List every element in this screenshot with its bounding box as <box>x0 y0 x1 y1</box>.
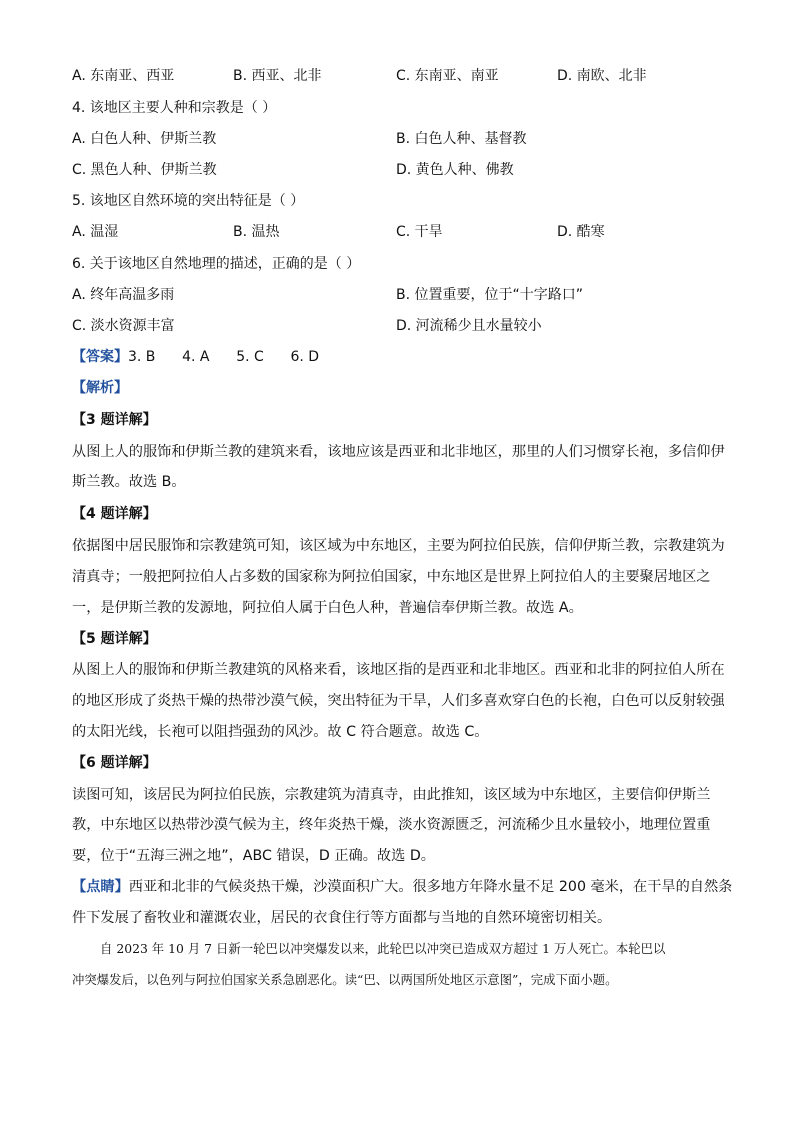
q4-option-a: A. 白色人种、伊斯兰教 <box>72 131 217 147</box>
note-text: 西亚和北非的气候炎热干燥，沙漠面积广大。很多地方年降水量不足 200 毫米，在干旱的自然条 <box>128 879 733 895</box>
q3-option-b: B. 西亚、北非 <box>233 68 322 84</box>
q3-option-c: C. 东南亚、南亚 <box>396 68 499 84</box>
detail3-heading: 【3 题详解】 <box>72 412 157 428</box>
intro-line-2: 冲突爆发后，以色列与阿拉伯国家关系急剧恶化。读“巴、以两国所处地区示意图”，完成下面小题。 <box>72 972 618 987</box>
q5-stem: 5. 该地区自然环境的突出特征是（ ） <box>72 193 305 209</box>
analysis-label-text: 【解析】 <box>72 380 128 396</box>
q6-option-b: B. 位置重要，位于“十字路口” <box>396 287 584 303</box>
analysis-label <box>72 378 128 398</box>
detail4-line: 清真寺；一般把阿拉伯人占多数的国家称为阿拉伯国家，中东地区是世界上阿拉伯人的主要聚居地区之 <box>72 569 711 585</box>
detail3-line: 斯兰教。故选 B。 <box>72 474 186 490</box>
q6-option-c: C. 淡水资源丰富 <box>72 318 175 334</box>
detail5-line: 的地区形成了炎热干燥的热带沙漠气候，突出特征为干旱，人们多喜欢穿白色的长袍，白色可以反射较强 <box>72 693 725 709</box>
answer-line <box>72 347 319 367</box>
q5-option-d: D. 酷寒 <box>557 224 605 240</box>
q4-option-b: B. 白色人种、基督教 <box>396 131 527 147</box>
q3-option-d: D. 南欧、北非 <box>557 68 647 84</box>
q6-stem: 6. 关于该地区自然地理的描述，正确的是（ ） <box>72 256 361 272</box>
detail6-line: 读图可知，该居民为阿拉伯民族，宗教建筑为清真寺，由此推知，该区域为中东地区，主要信仰伊斯兰 <box>72 787 711 803</box>
detail4-line: 一，是伊斯兰教的发源地，阿拉伯人属于白色人种，普遍信奉伊斯兰教。故选 A。 <box>72 600 583 616</box>
detail5-heading: 【5 题详解】 <box>72 631 157 647</box>
q5-option-a: A. 温湿 <box>72 224 119 240</box>
q4-option-c: C. 黑色人种、伊斯兰教 <box>72 162 217 178</box>
detail4-heading: 【4 题详解】 <box>72 506 157 522</box>
q4-stem: 4. 该地区主要人种和宗教是（ ） <box>72 100 277 116</box>
answer-label: 【答案】 <box>72 349 128 365</box>
detail4-line: 依据图中居民服饰和宗教建筑可知，该区域为中东地区，主要为阿拉伯民族，信仰伊斯兰教，宗教建筑为 <box>72 538 725 554</box>
q5-option-c: C. 干旱 <box>396 224 443 240</box>
detail5-line: 从图上人的服饰和伊斯兰教建筑的风格来看，该地区指的是西亚和北非地区。西亚和北非的阿拉伯人所在 <box>72 662 725 678</box>
detail3-line: 从图上人的服饰和伊斯兰教的建筑来看，该地应该是西亚和北非地区，那里的人们习惯穿长袍，多信仰伊 <box>72 444 725 460</box>
q3-option-a: A. 东南亚、西亚 <box>72 68 175 84</box>
note-label: 【点睛】 <box>72 879 129 895</box>
note-line <box>72 877 732 897</box>
detail6-line: 要，位于“五海三洲之地”，ABC 错误，D 正确。故选 D。 <box>72 848 435 864</box>
q4-option-d: D. 黄色人种、佛教 <box>396 162 514 178</box>
answer-text: 3. B 4. A 5. C 6. D <box>128 349 320 365</box>
detail5-line: 的太阳光线，长袍可以阻挡强劲的风沙。故 C 符合题意。故选 C。 <box>72 724 489 740</box>
detail6-line: 教，中东地区以热带沙漠气候为主，终年炎热干燥，淡水资源匮乏，河流稀少且水量较小，地理位置重 <box>72 817 711 833</box>
note-line-2: 件下发展了畜牧业和灌溉农业，居民的衣食住行等方面都与当地的自然环境密切相关。 <box>72 910 612 926</box>
q5-option-b: B. 温热 <box>233 224 280 240</box>
intro-line-1: 自 2023 年 10 月 7 日新一轮巴以冲突爆发以来，此轮巴以冲突已造成双方超过 1 万人死亡。本轮巴以 <box>100 941 666 956</box>
q6-option-d: D. 河流稀少且水量较小 <box>396 318 542 334</box>
detail6-heading: 【6 题详解】 <box>72 755 157 771</box>
q6-option-a: A. 终年高温多雨 <box>72 287 175 303</box>
